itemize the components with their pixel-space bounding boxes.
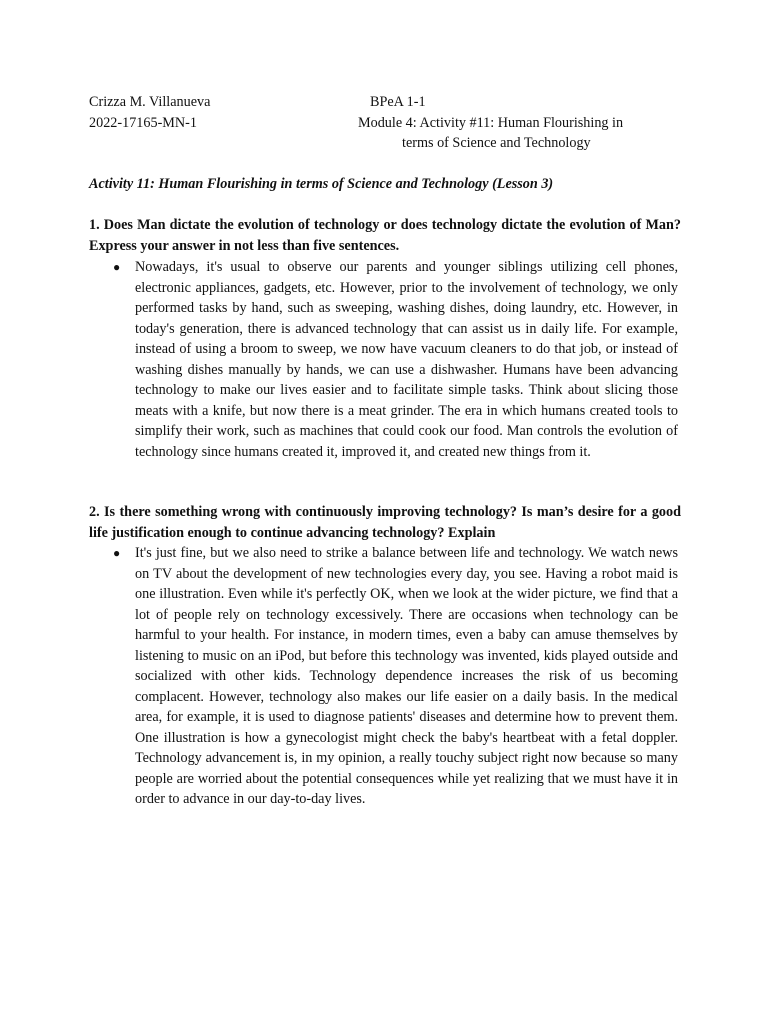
student-name: Crizza M. Villanueva xyxy=(89,94,211,110)
module-title-line1: Module 4: Activity #11: Human Flourishing in xyxy=(358,115,624,131)
answer-1: Nowadays, it's usual to observe our parents and younger siblings utilizing cell phones, electronic appliances, gadgets, etc. However, prior to the involvement of technology, we only performed tasks by hand, such as sweeping, washing dishes, doing laundry, etc. However, in today's generation, there is advanced technology that can assist us in daily life. For example, instead of using a broom to sweep, we now have vacuum cleaners to do that job, or instead of washing dishes manually by hands, we can use a dishwasher. Humans have been advancing technology to make our lives easier and to facilitate simple tasks. Think about slicing those meats with a knife, but now there is a meat grinder. The era in which humans created tools to simplify their work, such as machines that could cook our food. Man controls the evolution of technology since humans created it, improved it, and created new things from it. xyxy=(135,259,678,460)
section-code: BPeA 1-1 xyxy=(370,94,426,110)
question-1: 1. Does Man dictate the evolution of technology or does technology dictate the evolution of Man? Express your answer in not less than five sentences. xyxy=(89,217,681,254)
answer-2: It's just fine, but we also need to strike a balance between life and technology. We watch news on TV about the development of new technologies every day, you see. Having a robot maid is one illustration. Even while it's perfectly OK, when we look at the wider picture, we find that a lot of people rely on technology excessively. There are occasions when technology can be harmful to your health. For instance, in modern times, even a baby can amuse themselves by listening to music on an iPod, but before this technology was invented, kids played outside and socialized with other kids. Technology dependence increases the risk of us becoming complacent. However, technology also makes our life easier on a daily basis. In the medical area, for example, it is used to diagnose patients' diseases and determine how to prevent them. One illustration is how a gynecologist might check the baby's heartbeat with a fetal doppler. Technology advancement is, in my opinion, a really touchy subject right now because so many people are worried about the potential consequences while yet realizing that we must have it in order to advance in our day-to-day lives. xyxy=(135,545,678,807)
bullet-2: ● xyxy=(113,546,121,560)
student-id: 2022-17165-MN-1 xyxy=(89,115,197,131)
bullet-1: ● xyxy=(113,260,121,274)
question-2: 2. Is there something wrong with continuously improving technology? Is man’s desire for a good life justification enough to continue advancing technology? Explain xyxy=(89,504,681,541)
activity-title: Activity 11: Human Flourishing in terms of Science and Technology (Lesson 3) xyxy=(89,176,554,192)
module-title-line2: terms of Science and Technology xyxy=(402,135,591,151)
